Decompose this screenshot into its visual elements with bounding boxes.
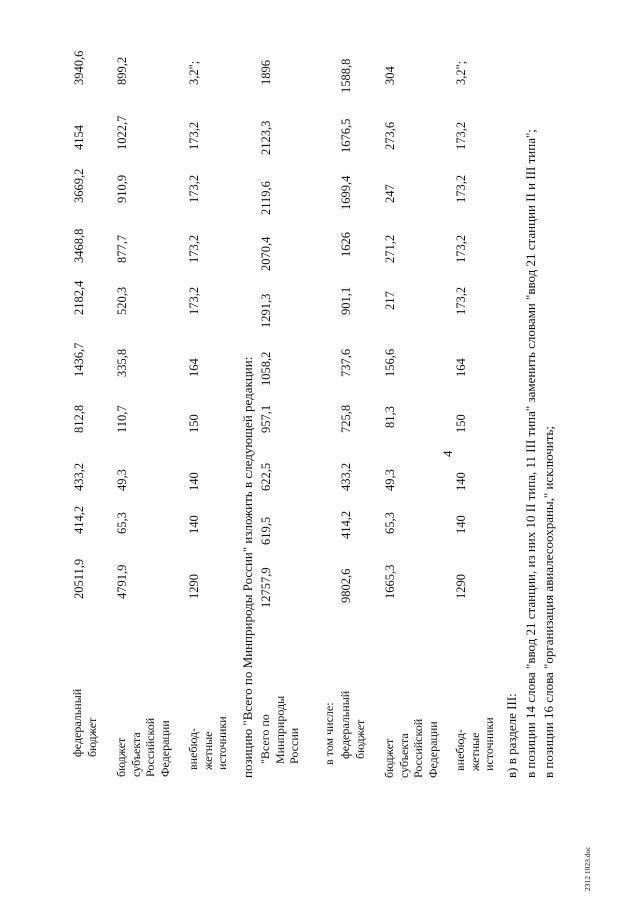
cell: 3,2"; — [454, 60, 468, 85]
cell: 150 — [187, 414, 201, 433]
cell: 150 — [454, 414, 468, 433]
cell: 110,7 — [115, 405, 129, 433]
cell: 173,2 — [454, 286, 468, 315]
cell: 1626 — [339, 232, 353, 257]
cell: 1290 — [454, 574, 468, 599]
cell: 3940,6 — [72, 50, 86, 85]
cell: 156,6 — [383, 348, 397, 377]
cell: 81,3 — [383, 406, 397, 428]
cell: 2182,4 — [72, 280, 86, 315]
section-three-item-14: в позиции 14 слова "ввод 21 станции, из них 10 II типа, 11 III типа" заменить словами "ввод 21 станции II и III типа"; — [523, 129, 538, 778]
cell: 812,8 — [72, 404, 86, 433]
cell: 414,2 — [72, 505, 86, 534]
cell: 173,2 — [187, 174, 201, 203]
cell: 20511,9 — [72, 558, 86, 599]
cell: 1699,4 — [339, 175, 353, 210]
row-label-federal-budget-1: федеральный бюджет — [70, 688, 99, 757]
cell: 910,9 — [115, 174, 129, 203]
cell: 4791,9 — [115, 564, 129, 599]
cell: 957,1 — [259, 404, 273, 433]
section-three-item-16: в позиции 16 слова "организация авиалесоохраны," исключить; — [541, 426, 556, 778]
cell: 2070,4 — [259, 236, 273, 271]
cell: 725,8 — [339, 404, 353, 433]
cell: 273,6 — [383, 121, 397, 150]
cell: 1665,3 — [383, 564, 397, 599]
cell: 619,5 — [259, 516, 273, 545]
cell: 12757,9 — [259, 567, 273, 608]
cell: 140 — [187, 515, 201, 534]
cell: 2119,6 — [259, 181, 273, 215]
cell: 2123,3 — [259, 120, 273, 155]
cell: 3468,8 — [72, 228, 86, 263]
cell: 1291,3 — [259, 293, 273, 328]
cell: 65,3 — [383, 512, 397, 534]
row-label-total-ministry: "Всего по Минприроды России — [258, 695, 301, 764]
cell: 304 — [383, 66, 397, 85]
cell: 622,5 — [259, 462, 273, 491]
cell: 3669,2 — [72, 168, 86, 203]
cell: 271,2 — [383, 234, 397, 263]
cell: 1022,7 — [115, 115, 129, 150]
cell: 520,3 — [115, 286, 129, 315]
cell: 217 — [383, 291, 397, 310]
cell: 140 — [454, 515, 468, 534]
row-label-federal-budget-2: федеральный бюджет — [338, 690, 367, 759]
cell: 899,2 — [115, 56, 129, 85]
intro-paragraph: позицию "Всего по Минприроды России" изложить в следующей редакции: — [240, 356, 255, 778]
cell: 1676,5 — [339, 118, 353, 153]
cell: 173,2 — [187, 286, 201, 315]
cell: 3,2"; — [187, 60, 201, 85]
cell: 1896 — [259, 60, 273, 85]
row-label-extrabudget-1: внебюд- жетные источники — [186, 716, 229, 770]
cell: 433,2 — [339, 462, 353, 491]
row-label-subject-budget-2: бюджет субъекта Российской Федерации — [382, 718, 440, 778]
cell: 247 — [383, 184, 397, 203]
cell: 49,3 — [383, 469, 397, 491]
cell: 140 — [187, 472, 201, 491]
cell: 164 — [187, 358, 201, 377]
cell: 173,2 — [187, 234, 201, 263]
section-three-heading: в) в разделе III: — [504, 693, 519, 778]
cell: 737,6 — [339, 348, 353, 377]
row-label-extrabudget-2: внебюд- жетные источники — [453, 717, 496, 771]
cell: 65,3 — [115, 512, 129, 534]
cell: 877,7 — [115, 234, 129, 263]
cell: 433,2 — [72, 462, 86, 491]
cell: 901,1 — [339, 286, 353, 315]
page-number: 4 — [440, 450, 455, 457]
cell: 140 — [454, 472, 468, 491]
cell: 4154 — [72, 125, 86, 150]
cell: 173,2 — [454, 174, 468, 203]
cell: 49,3 — [115, 469, 129, 491]
cell: 1058,2 — [259, 351, 273, 386]
cell: 173,2 — [454, 234, 468, 263]
cell: 173,2 — [454, 121, 468, 150]
cell: 164 — [454, 358, 468, 377]
cell: 173,2 — [187, 121, 201, 150]
document-filename: 2312 1023.doc — [583, 846, 592, 891]
cell: 9802,6 — [339, 568, 353, 603]
cell: 1436,7 — [72, 342, 86, 377]
cell: 1290 — [187, 574, 201, 599]
row-label-subject-budget-1: бюджет субъекта Российской Федерации — [114, 717, 172, 777]
in-that-number-label: в том числе: — [322, 702, 336, 765]
cell: 335,8 — [115, 348, 129, 377]
cell: 414,2 — [339, 510, 353, 539]
cell: 1588,8 — [339, 58, 353, 93]
